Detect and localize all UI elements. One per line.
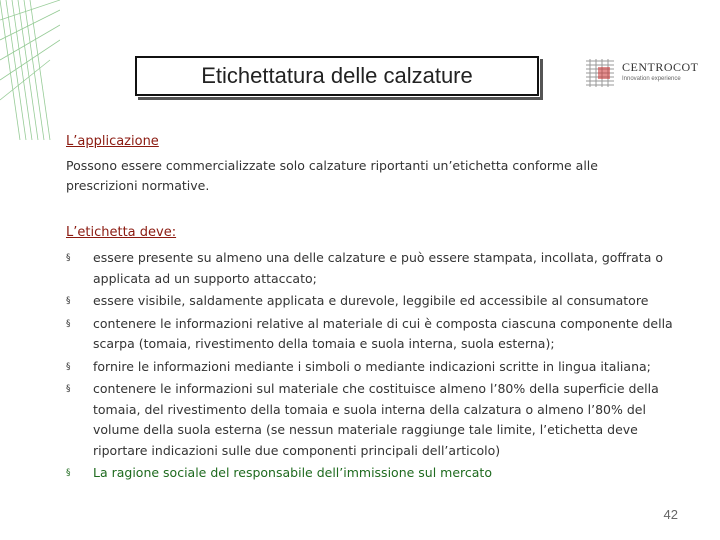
bullet-icon: § — [66, 468, 71, 478]
list-item-highlighted — [66, 463, 686, 484]
section-heading-application: L’applicazione — [66, 134, 159, 149]
list-item-text: contenere le informazioni relative al materiale di cui è composta ciascuna componente della scarpa (tomaia, rivestimento della tomaia e suola interna, suola esterna); — [93, 315, 673, 351]
list-item — [66, 291, 686, 312]
slide-title-box — [135, 56, 539, 96]
list-item — [66, 379, 686, 461]
page-number: 42 — [663, 507, 678, 522]
logo-tagline: Innovation experience — [622, 76, 681, 82]
section-heading-label-requirements: L’etichetta deve: — [66, 225, 177, 240]
bullet-icon: § — [66, 253, 71, 263]
list-item-text: La ragione sociale del responsabile dell’immissione sul mercato — [93, 465, 492, 480]
slide-title: Etichettatura delle calzature — [201, 63, 473, 88]
requirements-list — [66, 248, 686, 486]
list-item-text: contenere le informazioni sul materiale che costituisce almeno l’80% della superficie della tomaia, del rivestimento della tomaia e suola interna della calzatura o almeno l’80% del volume della suola esterna (se nessun materiale raggiunge tale limite, l’etichetta deve riportare indicazioni sulle due componenti principali dell’articolo) — [93, 381, 659, 458]
list-item-text: fornire le informazioni mediante i simboli o mediante indicazioni scritte in lingua italiana; — [93, 358, 651, 374]
logo-mark-icon — [584, 57, 616, 89]
logo-name: CENTROCOT — [622, 60, 699, 74]
list-item — [66, 248, 686, 289]
bullet-icon: § — [66, 296, 71, 306]
bullet-icon: § — [66, 361, 71, 372]
bullet-icon: § — [66, 384, 71, 394]
decorative-corner-lines — [0, 0, 60, 140]
bullet-icon: § — [66, 318, 71, 329]
section-paragraph: Possono essere commercializzate solo calzature riportanti un’etichetta conforme alle prescrizioni normative. — [66, 158, 598, 193]
centrocot-logo — [584, 55, 699, 89]
list-item-text: essere presente su almeno una delle calzature e può essere stampata, incollata, goffrata o applicata ad un supporto attaccato; — [93, 250, 663, 286]
list-item-text: essere visibile, saldamente applicata e durevole, leggibile ed accessibile al consumatore — [93, 293, 649, 308]
list-item — [66, 357, 686, 378]
list-item — [66, 314, 686, 355]
